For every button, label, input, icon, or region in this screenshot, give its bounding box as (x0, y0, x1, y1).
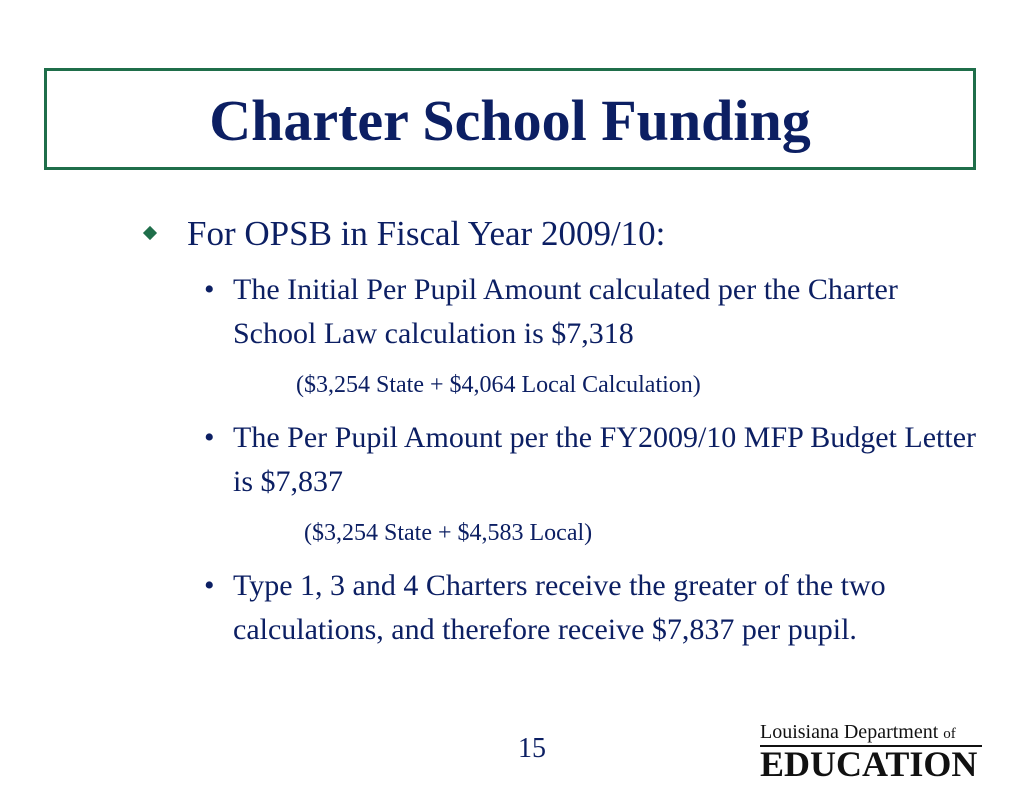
logo-top-line (760, 720, 956, 746)
slide-title: Charter School Funding (209, 88, 811, 153)
bullet-text: The Initial Per Pupil Amount calculated per the Charter School Law calculation is $7,318 (233, 273, 898, 350)
bullet-note-initial-amount: ($3,254 State + $4,064 Local Calculation) (296, 372, 701, 398)
logo-of-text: of (943, 726, 956, 742)
bullet-text: Type 1, 3 and 4 Charters receive the greater of the two calculations, and therefore receive $7,837 per pupil. (233, 569, 886, 646)
bullet-note-mfp-amount: ($3,254 State + $4,583 Local) (304, 520, 593, 546)
bullet-dot-icon: • (204, 421, 215, 454)
louisiana-education-logo (760, 720, 984, 782)
diamond-bullet-icon (143, 226, 157, 240)
bullet-dot-icon: • (204, 569, 215, 602)
bullet-dot-icon: • (204, 273, 215, 306)
main-point-text: For OPSB in Fiscal Year 2009/10: (187, 214, 666, 253)
bullet-text: The Per Pupil Amount per the FY2009/10 MFP Budget Letter is $7,837 (233, 421, 977, 498)
logo-department-text: Louisiana Department (760, 721, 939, 743)
page-number: 15 (518, 733, 546, 764)
logo-education-text: EDUCATION (760, 744, 978, 784)
